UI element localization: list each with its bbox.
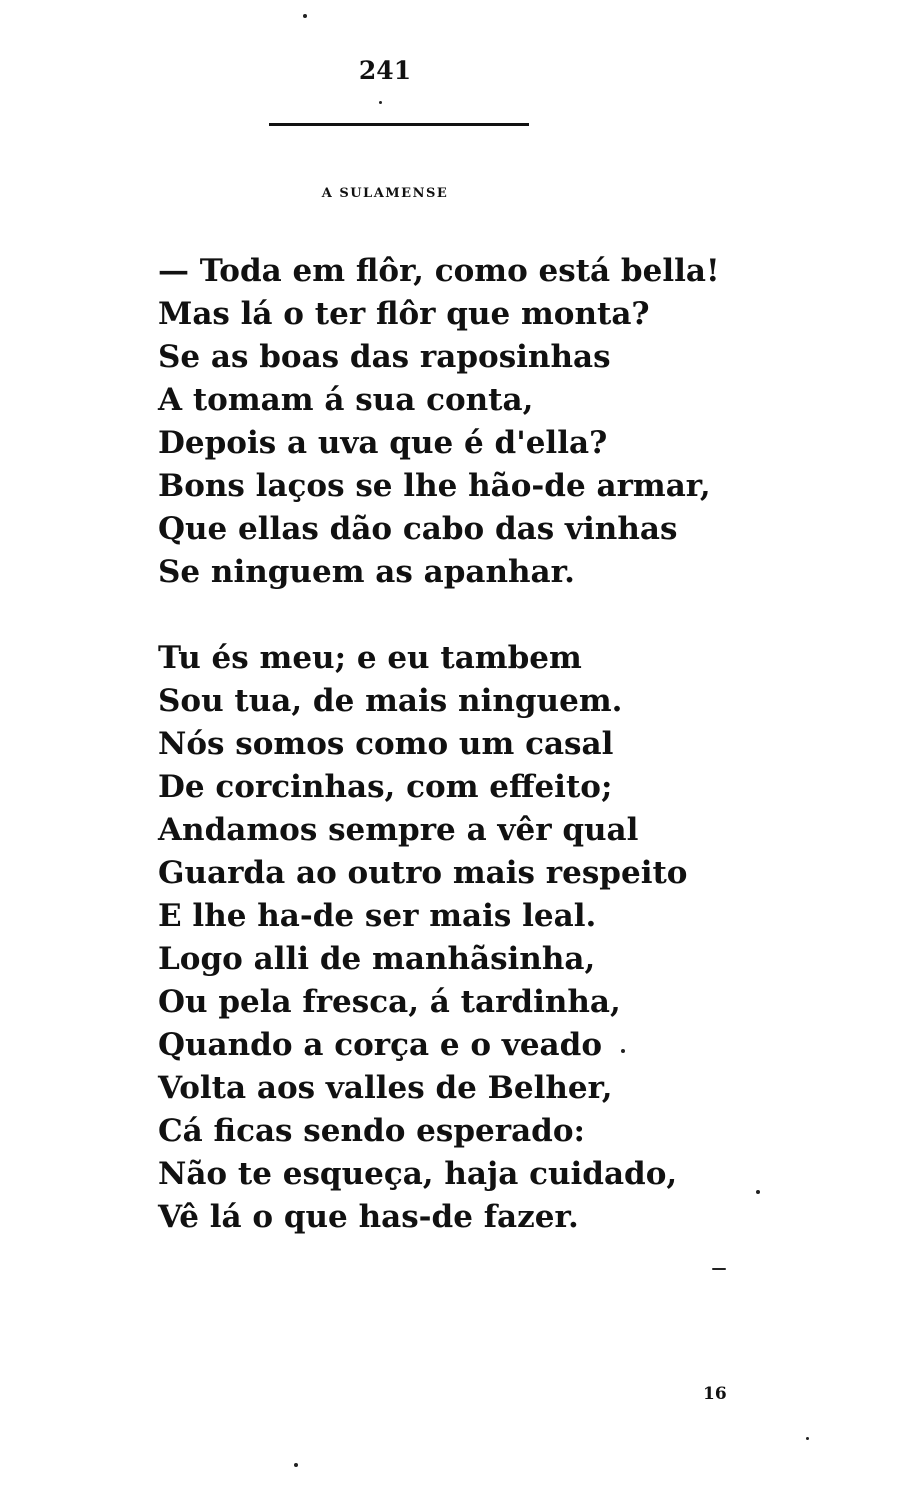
poem-line: — Toda em flôr, como está bella! xyxy=(158,253,720,289)
scan-speck xyxy=(712,1268,726,1270)
poem-line: E lhe ha-de ser mais leal. xyxy=(158,898,597,934)
poem-line: A tomam á sua conta, xyxy=(158,382,534,418)
poem-line: Tu és meu; e eu tambem xyxy=(158,640,582,676)
stanza-2 xyxy=(158,637,687,1239)
poem-line: Se as boas das raposinhas xyxy=(158,339,611,375)
scan-speck xyxy=(294,1463,298,1467)
poem-line: De corcinhas, com effeito; xyxy=(158,769,613,805)
poem-line: Depois a uva que é d'ella? xyxy=(158,425,608,461)
poem-line: Sou tua, de mais ninguem. xyxy=(158,683,623,719)
poem-line: Ou pela fresca, á tardinha, xyxy=(158,984,621,1020)
scan-speck xyxy=(756,1190,760,1194)
poem-line: Cá ficas sendo esperado: xyxy=(158,1113,585,1149)
poem-line: Logo alli de manhãsinha, xyxy=(158,941,596,977)
poem-line: Bons laços se lhe hão-de armar, xyxy=(158,468,711,504)
scan-speck xyxy=(806,1437,809,1440)
poem-line: Andamos sempre a vêr qual xyxy=(158,812,639,848)
poem-line: Volta aos valles de Belher, xyxy=(158,1070,613,1106)
running-head: A SULAMENSE xyxy=(321,186,449,201)
poem-line: Vê lá o que has-de fazer. xyxy=(158,1199,579,1235)
signature-mark: 16 xyxy=(703,1384,727,1404)
scan-speck xyxy=(379,101,382,104)
scan-speck xyxy=(303,14,307,18)
page-number: 241 xyxy=(358,56,412,85)
poem-line: Não te esqueça, haja cuidado, xyxy=(158,1156,678,1192)
poem-line: Que ellas dão cabo das vinhas xyxy=(158,511,678,547)
poem-line: Guarda ao outro mais respeito xyxy=(158,855,688,891)
poem-line: Se ninguem as apanhar. xyxy=(158,554,575,590)
stanza-1 xyxy=(158,250,720,594)
scan-speck xyxy=(621,1049,625,1053)
poem-line: Nós somos como um casal xyxy=(158,726,614,762)
poem-line: Mas lá o ter flôr que monta? xyxy=(158,296,650,332)
header-rule xyxy=(269,123,529,126)
poem-line: Quando a corça e o veado xyxy=(158,1027,602,1063)
